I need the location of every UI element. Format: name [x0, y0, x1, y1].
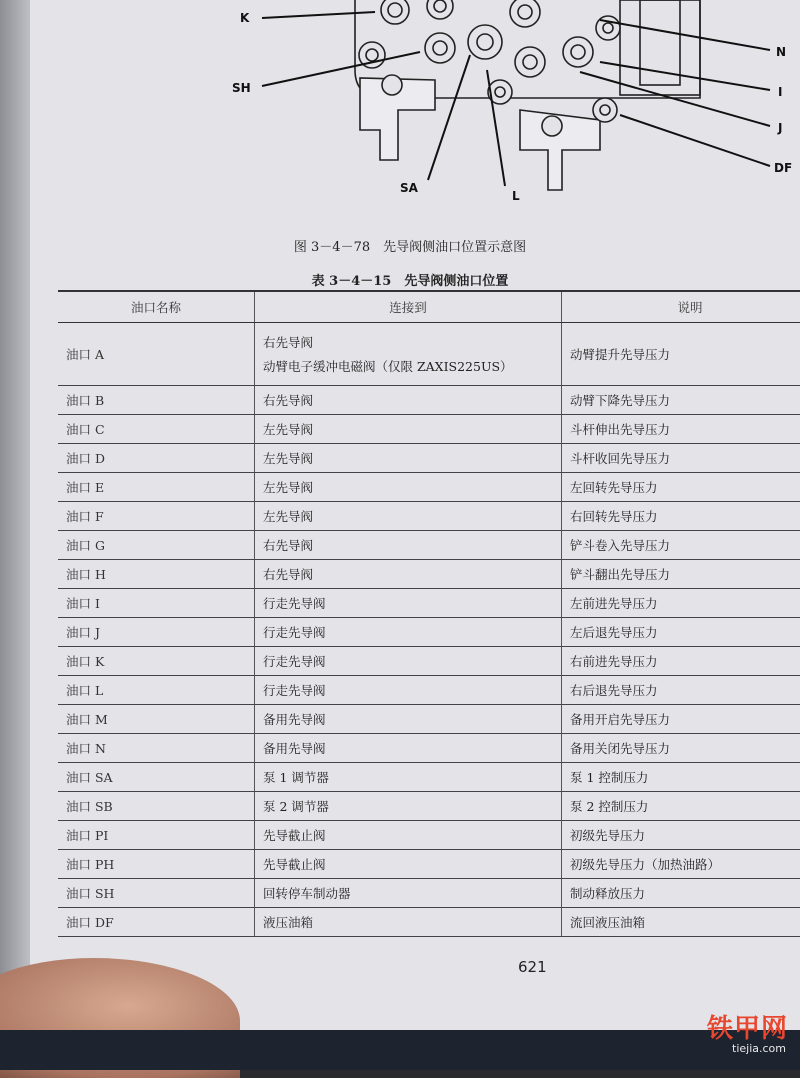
- port-name-cell: 油口 SA: [58, 763, 255, 792]
- port-name-cell: 油口 N: [58, 734, 255, 763]
- port-name-cell: 油口 PI: [58, 821, 255, 850]
- connect-to-text: 泵 2 调节器: [263, 799, 329, 814]
- connect-to-text: 行走先导阀: [263, 625, 326, 640]
- description-cell: 初级先导压力（加热油路）: [562, 850, 800, 879]
- connect-to-cell: [255, 908, 562, 937]
- table-caption: 表 3－4－15 先导阀侧油口位置: [10, 270, 800, 289]
- connect-to-cell: [255, 676, 562, 705]
- table-row: [58, 415, 800, 444]
- label-DF: DF: [774, 161, 792, 175]
- connect-to-cell: [255, 647, 562, 676]
- connect-to-text: 左先导阀: [263, 422, 313, 437]
- description-cell: 制动释放压力: [562, 879, 800, 908]
- connect-to-cell: [255, 734, 562, 763]
- label-SH: SH: [232, 81, 251, 95]
- description-cell: 初级先导压力: [562, 821, 800, 850]
- connect-to-text: 备用先导阀: [263, 741, 326, 756]
- header-port-name: 油口名称: [58, 291, 255, 323]
- description-cell: 铲斗卷入先导压力: [562, 531, 800, 560]
- label-I: I: [778, 85, 782, 99]
- description-cell: 泵 1 控制压力: [562, 763, 800, 792]
- description-cell: 备用关闭先导压力: [562, 734, 800, 763]
- table-row: [58, 734, 800, 763]
- connect-to-text: 行走先导阀: [263, 654, 326, 669]
- port-name-cell: 油口 K: [58, 647, 255, 676]
- connect-to-cell: [255, 705, 562, 734]
- description-cell: 右回转先导压力: [562, 502, 800, 531]
- table-row: [58, 792, 800, 821]
- connect-to-text: 左先导阀: [263, 509, 313, 524]
- table-row: [58, 821, 800, 850]
- connect-to-text: 泵 1 调节器: [263, 770, 329, 785]
- connect-to-text: 右先导阀: [263, 393, 313, 408]
- description-cell: 左前进先导压力: [562, 589, 800, 618]
- description-cell: 左后退先导压力: [562, 618, 800, 647]
- table-row: [58, 473, 800, 502]
- table-row: [58, 531, 800, 560]
- connect-to-text: 回转停车制动器: [263, 886, 351, 901]
- connect-to-cell: [255, 560, 562, 589]
- connect-to-text: 左先导阀: [263, 480, 313, 495]
- header-description: 说明: [562, 291, 800, 323]
- table-row: [58, 560, 800, 589]
- connect-to-text: 备用先导阀: [263, 712, 326, 727]
- port-name-cell: 油口 G: [58, 531, 255, 560]
- connect-to-cell: [255, 473, 562, 502]
- header-connect-to: 连接到: [255, 291, 562, 323]
- port-name-cell: 油口 PH: [58, 850, 255, 879]
- port-name-cell: 油口 SH: [58, 879, 255, 908]
- description-cell: 铲斗翻出先导压力: [562, 560, 800, 589]
- label-L: L: [512, 189, 520, 203]
- connect-to-text: 液压油箱: [263, 915, 313, 930]
- description-cell: 斗杆收回先导压力: [562, 444, 800, 473]
- port-name-cell: 油口 M: [58, 705, 255, 734]
- table-row: [58, 879, 800, 908]
- connect-to-cell: [255, 850, 562, 879]
- connect-to-text: 右先导阀: [263, 538, 313, 553]
- pilot-valve-diagram: [0, 0, 800, 230]
- table-row: [58, 647, 800, 676]
- table-row: [58, 502, 800, 531]
- table-row: [58, 763, 800, 792]
- label-K: K: [240, 11, 250, 25]
- watermark-url: tiejia.com: [732, 1042, 786, 1055]
- port-name-cell: 油口 B: [58, 386, 255, 415]
- label-SA: SA: [400, 181, 419, 195]
- description-cell: 流回液压油箱: [562, 908, 800, 937]
- port-name-cell: 油口 DF: [58, 908, 255, 937]
- label-J: J: [777, 121, 782, 135]
- background-strip: [0, 1030, 800, 1070]
- connect-to-cell: [255, 821, 562, 850]
- connect-to-cell: [255, 323, 562, 386]
- port-name-cell: 油口 D: [58, 444, 255, 473]
- label-N: N: [776, 45, 786, 59]
- table-row: [58, 618, 800, 647]
- connect-to-cell: [255, 792, 562, 821]
- description-cell: 备用开启先导压力: [562, 705, 800, 734]
- description-cell: 泵 2 控制压力: [562, 792, 800, 821]
- connect-to-cell: [255, 589, 562, 618]
- description-cell: 右后退先导压力: [562, 676, 800, 705]
- description-cell: 右前进先导压力: [562, 647, 800, 676]
- connect-to-text: 左先导阀: [263, 451, 313, 466]
- port-name-cell: 油口 J: [58, 618, 255, 647]
- description-cell: 左回转先导压力: [562, 473, 800, 502]
- connect-to-cell: [255, 618, 562, 647]
- port-table: [58, 290, 800, 937]
- figure-caption: 图 3－4－78 先导阀侧油口位置示意图: [10, 236, 800, 255]
- connect-to-text: 先导截止阀: [263, 857, 326, 872]
- connect-to-cell: [255, 444, 562, 473]
- table-row: [58, 386, 800, 415]
- connect-to-text: 右先导阀: [263, 567, 313, 582]
- connect-to-text: 行走先导阀: [263, 683, 326, 698]
- port-name-cell: 油口 H: [58, 560, 255, 589]
- connect-to-text: 右先导阀: [263, 335, 313, 350]
- connect-to-text: 先导截止阀: [263, 828, 326, 843]
- description-cell: 动臂提升先导压力: [562, 323, 800, 386]
- connect-to-text-secondary: 动臂电子缓冲电磁阀（仅限 ZAXIS225US）: [263, 357, 553, 375]
- connect-to-cell: [255, 415, 562, 444]
- table-row: [58, 850, 800, 879]
- port-name-cell: 油口 SB: [58, 792, 255, 821]
- connect-to-cell: [255, 531, 562, 560]
- connect-to-cell: [255, 763, 562, 792]
- page-number: 621: [518, 958, 547, 976]
- port-name-cell: 油口 A: [58, 323, 255, 386]
- table-row: [58, 444, 800, 473]
- table-row: [58, 323, 800, 386]
- connect-to-cell: [255, 879, 562, 908]
- port-name-cell: 油口 C: [58, 415, 255, 444]
- port-name-cell: 油口 L: [58, 676, 255, 705]
- port-name-cell: 油口 E: [58, 473, 255, 502]
- port-name-cell: 油口 F: [58, 502, 255, 531]
- table-row: [58, 589, 800, 618]
- connect-to-text: 行走先导阀: [263, 596, 326, 611]
- port-name-cell: 油口 I: [58, 589, 255, 618]
- connect-to-cell: [255, 502, 562, 531]
- table-row: [58, 705, 800, 734]
- table-row: [58, 676, 800, 705]
- watermark-logo: 铁甲网: [707, 1008, 788, 1045]
- table-row: [58, 908, 800, 937]
- table-header-row: [58, 291, 800, 323]
- description-cell: 斗杆伸出先导压力: [562, 415, 800, 444]
- connect-to-cell: [255, 386, 562, 415]
- description-cell: 动臂下降先导压力: [562, 386, 800, 415]
